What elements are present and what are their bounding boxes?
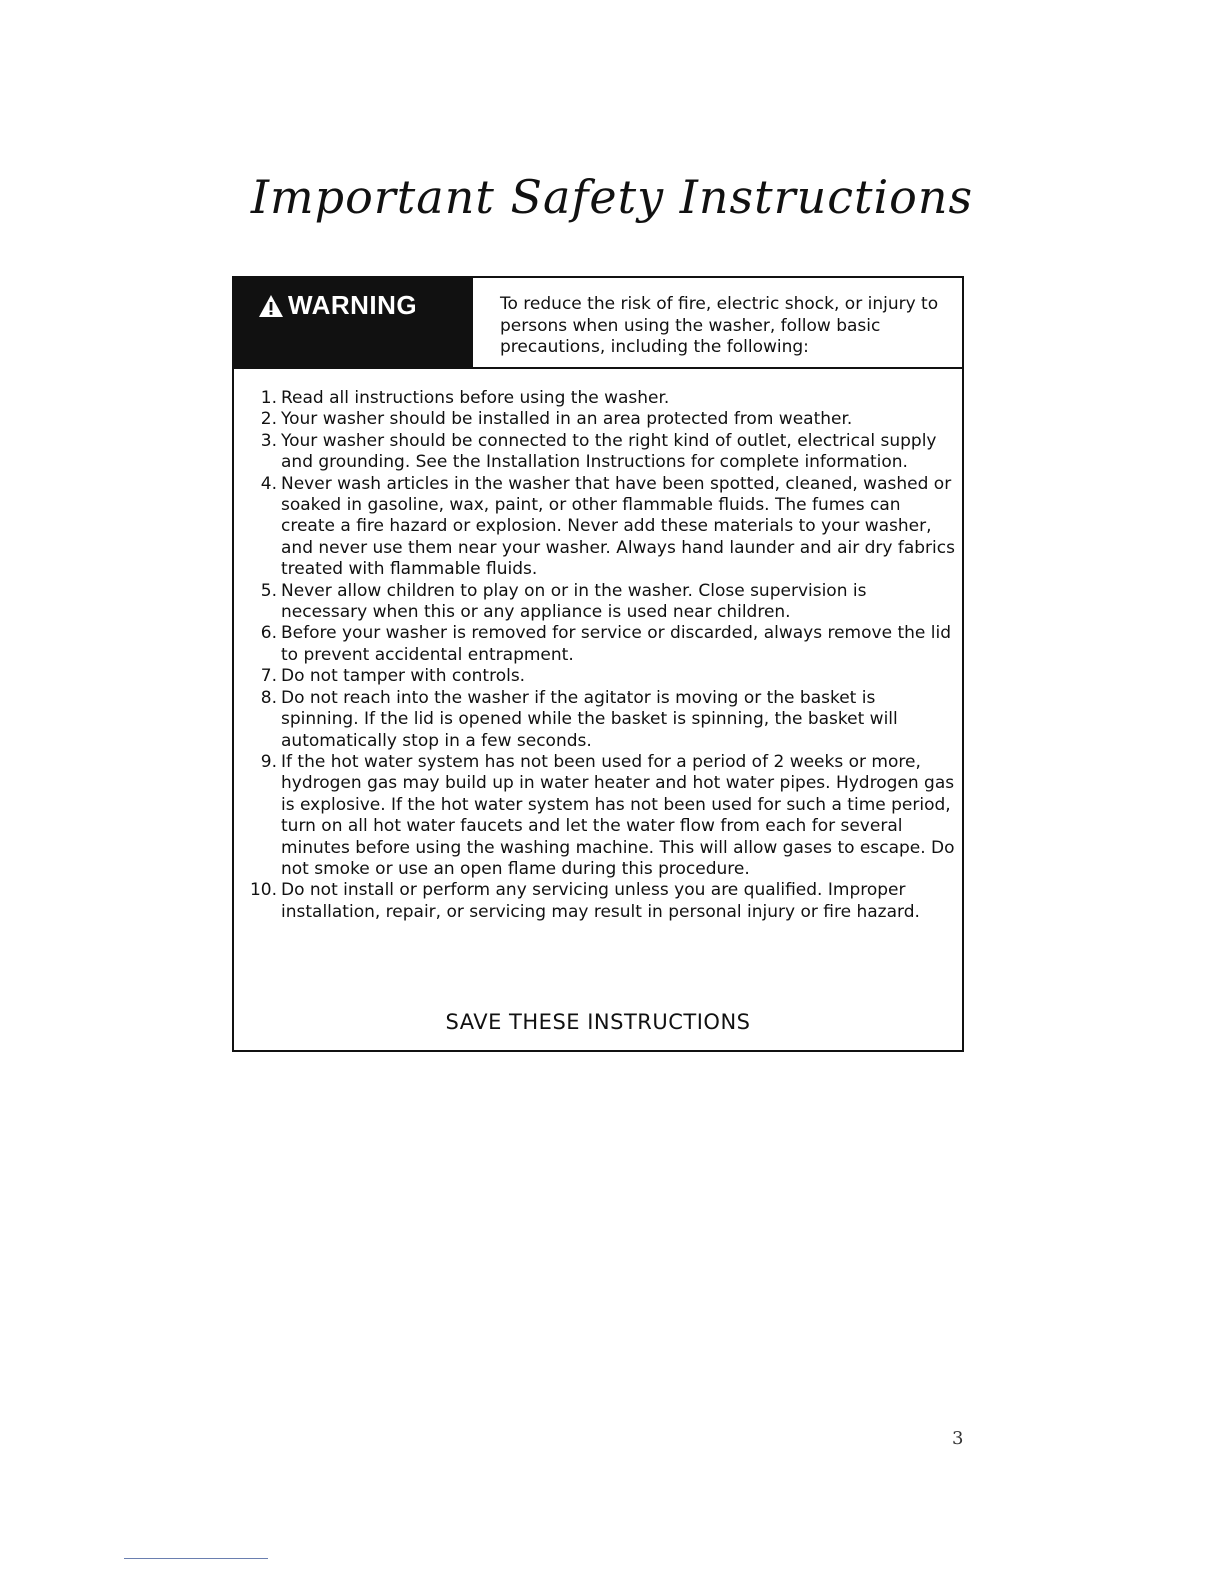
list-item: [244, 880, 956, 923]
warning-box: [232, 276, 964, 1052]
item-text: Never wash articles in the washer that have been spotted, cleaned, washed or soaked in gasoline, wax, paint, or other flammable fluids. The fumes can create a fire hazard or explosion. Never add these materials to your washer, and never use them near your washer. Always hand launder and air dry fabrics treated with flammable fluids.: [281, 473, 955, 580]
list-item: [244, 752, 956, 880]
item-number: 8.: [260, 687, 277, 708]
alert-triangle-icon: [258, 294, 284, 318]
list-item: [244, 581, 956, 624]
page-number: 3: [952, 1428, 964, 1449]
save-instructions-note: SAVE THESE INSTRUCTIONS: [445, 1010, 751, 1034]
list-item: [244, 474, 956, 581]
list-item: [244, 409, 956, 430]
item-number: 4.: [260, 473, 277, 494]
warning-label-block: [234, 278, 473, 367]
item-text: Your washer should be connected to the right kind of outlet, electrical supply and grounding. See the Installation Instructions for complete information.: [281, 430, 937, 473]
list-item: [244, 388, 956, 409]
item-number: 10.: [249, 880, 277, 901]
item-number: 7.: [260, 666, 277, 687]
footer-rule: [124, 1558, 268, 1559]
item-text: Do not tamper with controls.: [281, 666, 526, 687]
warning-label: [258, 290, 417, 321]
item-number: 3.: [260, 430, 277, 451]
instructions-list: [244, 388, 956, 923]
list-item: [244, 688, 956, 752]
item-text: Read all instructions before using the washer.: [281, 388, 670, 408]
item-number: 1.: [260, 388, 277, 408]
item-text: If the hot water system has not been used for a period of 2 weeks or more, hydrogen gas may build up in water heater and hot water pipes. Hydrogen gas is explosive. If the hot water system has not been used for such a time period, turn on all hot water faucets and let the water flow from each for several minutes before using the washing machine. This will allow gases to escape. Do not smoke or use an open flame during this procedure.: [281, 751, 955, 879]
item-number: 6.: [260, 623, 277, 644]
page-title: Important Safety Instructions: [250, 170, 974, 224]
item-number: 5.: [260, 580, 277, 601]
warning-label-text: WARNING: [288, 290, 418, 320]
item-number: 9.: [260, 751, 277, 772]
warning-header: [234, 278, 962, 369]
item-text: Your washer should be installed in an area protected from weather.: [281, 409, 853, 430]
list-item: [244, 623, 956, 666]
item-number: 2.: [260, 409, 277, 430]
list-item: [244, 431, 956, 474]
warning-intro: To reduce the risk of fire, electric shock, or injury to persons when using the washer, follow basic precautions, including the following:: [500, 294, 939, 357]
item-text: Do not install or perform any servicing unless you are qualified. Improper installation, repair, or servicing may result in personal injury or fire hazard.: [281, 880, 920, 922]
item-text: Before your washer is removed for service or discarded, always remove the lid to prevent accidental entrapment.: [281, 623, 951, 665]
item-text: Do not reach into the washer if the agitator is moving or the basket is spinning. If the lid is opened while the basket is spinning, the basket will automatically stop in a few seconds.: [281, 687, 898, 751]
item-text: Never allow children to play on or in the washer. Close supervision is necessary when this or any appliance is used near children.: [281, 580, 867, 623]
list-item: [244, 666, 956, 687]
